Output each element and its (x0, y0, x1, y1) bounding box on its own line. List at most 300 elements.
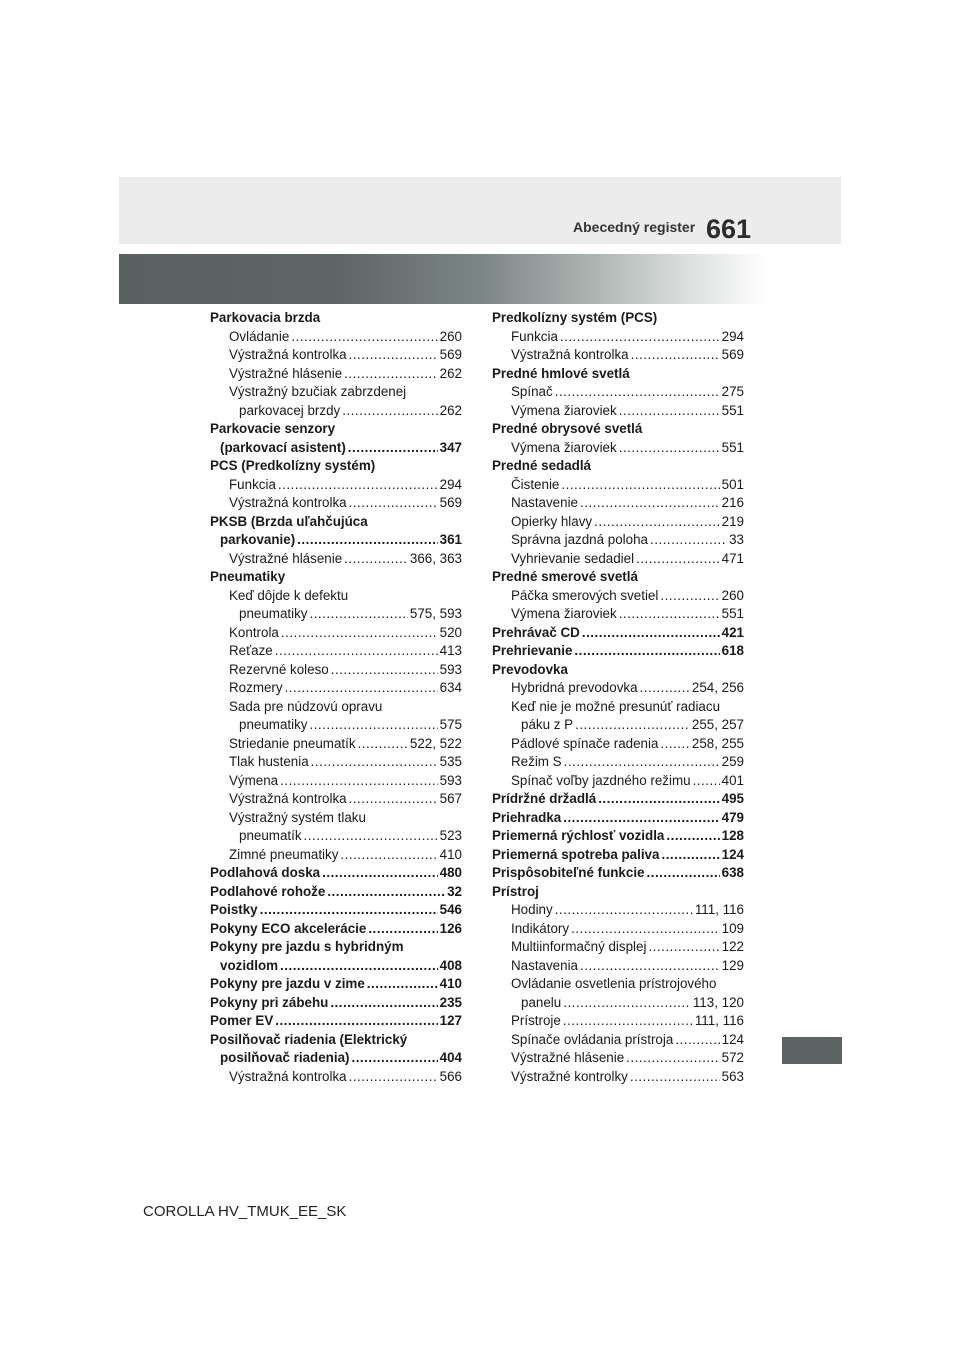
dot-leader (291, 328, 437, 347)
page-reference: 111, 116 (694, 1013, 744, 1028)
dot-leader (660, 735, 689, 754)
page-reference: 366, 363 (409, 550, 462, 566)
index-term: PKSB (Brzda uľahčujúca (210, 513, 368, 529)
index-entry (210, 587, 462, 606)
index-entry (210, 624, 462, 643)
page-reference: 480 (439, 865, 462, 880)
page-reference: 572 (721, 1050, 744, 1065)
dot-leader (666, 827, 719, 846)
index-entry (492, 809, 744, 828)
index-entry (492, 698, 744, 717)
index-entry (210, 827, 462, 846)
index-entry (210, 346, 462, 365)
dot-leader (340, 846, 437, 865)
index-entry (210, 790, 462, 809)
page-reference: 535 (439, 754, 462, 769)
page-reference: 259 (721, 754, 744, 769)
index-term: Výstražné hlásenie (511, 1050, 625, 1065)
index-entry (210, 772, 462, 791)
dot-leader (594, 513, 720, 532)
index-term: pneumatiky (239, 717, 308, 732)
index-entry (210, 420, 462, 439)
index-entry (210, 1012, 462, 1031)
dot-leader (631, 346, 720, 365)
index-entry (492, 846, 744, 865)
index-term: Indikátory (511, 920, 570, 936)
dot-leader (619, 605, 720, 624)
page-reference: 520 (439, 624, 462, 640)
page-reference: 575 (439, 717, 462, 732)
index-term: panelu (521, 994, 562, 1010)
index-entry (210, 716, 462, 735)
index-term: Tlak hustenia (229, 754, 309, 769)
dot-leader (575, 716, 690, 735)
page-reference: 111, 116 (694, 902, 744, 917)
dot-leader (309, 605, 407, 624)
dot-leader (304, 827, 438, 846)
index-entry (210, 957, 462, 976)
index-entry (210, 309, 462, 328)
index-entry (210, 809, 462, 828)
index-term: Výstražné hlásenie (229, 365, 343, 381)
page-reference: 546 (439, 902, 462, 917)
index-entry (492, 1012, 744, 1031)
index-term: pneumatík (239, 828, 302, 843)
page-reference: 551 (721, 402, 744, 418)
dot-leader (349, 790, 438, 809)
index-term: Sada pre núdzovú opravu (229, 698, 383, 714)
page-reference: 495 (721, 791, 744, 806)
dot-leader (693, 772, 720, 791)
index-entry (210, 846, 462, 865)
page-reference: 575, 593 (409, 606, 462, 621)
page-reference: 522, 522 (409, 735, 462, 751)
index-term: Pokyny pri zábehu (210, 994, 329, 1010)
index-entry (492, 624, 744, 643)
page-reference: 294 (721, 328, 744, 344)
page-reference: 124 (721, 846, 744, 862)
index-entry (210, 920, 462, 939)
index-term: páku z P (521, 717, 574, 732)
index-entry (492, 901, 744, 920)
index-term: Pádlové spínače radenia (511, 735, 659, 751)
index-entry (492, 716, 744, 735)
index-term: Výmena (229, 772, 279, 788)
dot-leader (563, 809, 719, 828)
index-term: Pokyny pre jazdu s hybridným (210, 939, 404, 954)
index-term: Vyhrievanie sedadiel (511, 550, 635, 566)
index-term: Rozmery (229, 680, 283, 695)
page-reference: 260 (721, 587, 744, 603)
dot-leader (650, 531, 727, 550)
page-reference: 260 (439, 328, 462, 344)
page-reference: 235 (439, 994, 462, 1010)
footer-document-code: COROLLA HV_TMUK_EE_SK (143, 1203, 347, 1220)
index-term: Prehrievanie (492, 643, 573, 658)
page-reference: 254, 256 (691, 680, 744, 695)
index-entry (492, 550, 744, 569)
index-term: Rezervné koleso (229, 661, 329, 677)
index-entry (492, 642, 744, 661)
index-term: Predné smerové svetlá (492, 569, 638, 584)
index-term: Výstražný systém tlaku (229, 809, 366, 825)
index-entry (210, 402, 462, 421)
dot-leader (278, 476, 438, 495)
index-term: Podlahové rohože (210, 883, 326, 899)
index-entry (210, 1068, 462, 1087)
page-reference: 593 (439, 772, 462, 788)
index-entry (210, 365, 462, 384)
index-term: Hybridná prevodovka (511, 680, 638, 695)
index-entry (492, 309, 744, 328)
index-term: Prispôsobiteľné funkcie (492, 865, 645, 880)
index-term: Keď nie je možné presunúť radiacu (511, 698, 721, 714)
page-reference: 471 (721, 550, 744, 566)
index-entry (210, 476, 462, 495)
page-reference: 219 (721, 513, 744, 529)
page-reference: 347 (439, 439, 462, 455)
index-term: Správna jazdná poloha (511, 532, 648, 547)
page-reference: 258, 255 (691, 735, 744, 751)
dot-leader (563, 994, 691, 1013)
page-reference: 479 (721, 809, 744, 825)
index-term: Ovládanie osvetlenia prístrojového (511, 976, 717, 991)
index-entry (492, 975, 744, 994)
index-entry (492, 735, 744, 754)
dot-leader (555, 383, 720, 402)
page-reference: 262 (439, 365, 462, 381)
page-reference: 262 (439, 402, 462, 418)
index-entry (492, 568, 744, 587)
dot-leader (285, 679, 438, 698)
index-entry (210, 994, 462, 1013)
dot-leader (309, 716, 437, 735)
index-entry (210, 661, 462, 680)
index-entry (210, 679, 462, 698)
page-reference: 618 (721, 643, 744, 658)
index-entry (492, 772, 744, 791)
dot-leader (661, 846, 719, 865)
dot-leader (564, 753, 720, 772)
index-term: Nastavenia (511, 957, 578, 973)
index-term: Kontrola (229, 624, 279, 640)
index-entry (210, 383, 462, 402)
index-entry (210, 642, 462, 661)
index-entry (210, 901, 462, 920)
index-term: Keď dôjde k defektu (229, 587, 349, 603)
dot-leader (675, 1031, 719, 1050)
page-reference: 408 (439, 957, 462, 973)
dot-leader (297, 531, 437, 550)
dot-leader (275, 1012, 437, 1031)
dot-leader (580, 494, 720, 513)
index-entry (492, 1049, 744, 1068)
dot-leader (358, 735, 408, 754)
index-entry (492, 661, 744, 680)
index-entry (492, 753, 744, 772)
dot-leader (331, 661, 438, 680)
index-entry (210, 864, 462, 883)
index-entry (210, 938, 462, 957)
index-term: parkovacej brzdy (239, 402, 341, 418)
page-reference: 216 (721, 495, 744, 510)
index-entry (492, 383, 744, 402)
index-term: Funkcia (229, 476, 276, 492)
index-term: PCS (Predkolízny systém) (210, 458, 376, 473)
index-term: pneumatiky (239, 606, 308, 621)
dot-leader (349, 494, 438, 513)
index-entry (492, 402, 744, 421)
dot-leader (368, 920, 437, 939)
page-reference: 569 (439, 347, 462, 362)
dot-leader (598, 790, 719, 809)
index-term: Výstražná kontrolka (229, 495, 347, 510)
page-reference: 569 (721, 347, 744, 362)
index-entry (492, 790, 744, 809)
index-entry (492, 883, 744, 902)
index-term: Priemerná rýchlosť vozidla (492, 828, 665, 843)
index-term: Pokyny ECO akcelerácie (210, 920, 367, 936)
page-reference: 501 (721, 476, 744, 492)
index-entry (492, 679, 744, 698)
page-reference: 33 (729, 532, 744, 547)
index-term: Prídržné držadlá (492, 791, 597, 806)
index-entry (210, 753, 462, 772)
index-term: Priehradka (492, 809, 562, 825)
index-term: Priemerná spotreba paliva (492, 846, 660, 862)
index-term: Výmena žiaroviek (511, 606, 617, 621)
index-entry (492, 457, 744, 476)
index-term: Prístroje (511, 1013, 561, 1028)
page-reference: 410 (439, 976, 462, 991)
page-reference: 634 (439, 680, 462, 695)
page-reference: 32 (447, 883, 462, 899)
page-reference: 275 (721, 384, 744, 399)
index-entry (492, 476, 744, 495)
dot-leader (640, 679, 690, 698)
index-term: Pomer EV (210, 1013, 274, 1028)
dot-leader (327, 883, 445, 902)
index-term: Prehrávač CD (492, 624, 580, 640)
index-entry (492, 328, 744, 347)
dot-leader (626, 1049, 720, 1068)
index-column-left (210, 309, 462, 1086)
dot-leader (580, 957, 720, 976)
index-term: Výstražná kontrolka (229, 347, 347, 362)
index-entry (210, 568, 462, 587)
page-reference: 113, 120 (692, 994, 744, 1010)
index-term: Parkovacia brzda (210, 310, 321, 325)
page-reference: 128 (721, 828, 744, 843)
index-entry (492, 531, 744, 550)
index-term: Čistenie (511, 476, 560, 492)
index-entry (492, 957, 744, 976)
page-reference: 109 (721, 920, 744, 936)
page-reference: 551 (721, 606, 744, 621)
dot-leader (349, 346, 438, 365)
index-term: Ovládanie (229, 328, 290, 344)
index-term: Zimné pneumatiky (229, 846, 339, 862)
page-reference: 127 (439, 1013, 462, 1028)
index-term: Posilňovač riadenia (Elektrický (210, 1031, 408, 1047)
dot-leader (571, 920, 720, 939)
index-term: Pokyny pre jazdu v zime (210, 976, 365, 991)
dot-leader (281, 624, 438, 643)
dot-leader (280, 957, 438, 976)
index-entry (492, 346, 744, 365)
index-term: Spínače ovládania prístroja (511, 1031, 674, 1047)
page-number: 661 (706, 214, 752, 244)
index-term: Funkcia (511, 328, 558, 344)
index-entry (492, 587, 744, 606)
header-gradient-bar (119, 254, 841, 304)
index-entry (210, 1049, 462, 1068)
index-entry (492, 365, 744, 384)
index-entry (492, 513, 744, 532)
index-term: vozidlom (220, 957, 279, 973)
index-term: Striedanie pneumatík (229, 735, 356, 751)
index-term: Výstražná kontrolka (229, 791, 347, 806)
index-term: Predné hmlové svetlá (492, 365, 630, 381)
page-reference: 569 (439, 495, 462, 510)
index-term: Predkolízny systém (PCS) (492, 310, 658, 325)
dot-leader (311, 753, 438, 772)
page-reference: 404 (439, 1050, 462, 1065)
page-reference: 413 (439, 643, 462, 658)
index-term: Podlahová doska (210, 865, 321, 880)
index-entry (492, 994, 744, 1013)
dot-leader (349, 1068, 438, 1087)
dot-leader (619, 402, 720, 421)
index-entry (492, 938, 744, 957)
index-term: Prevodovka (492, 661, 568, 677)
index-entry (210, 439, 462, 458)
dot-leader (348, 439, 438, 458)
index-term: Nastavenie (511, 495, 578, 510)
index-term: Predné sedadlá (492, 458, 591, 473)
dot-leader (636, 550, 720, 569)
page-reference: 255, 257 (691, 717, 744, 732)
index-entry (210, 975, 462, 994)
dot-leader (344, 365, 438, 384)
index-term: Výstražná kontrolka (229, 1068, 347, 1084)
index-entry (492, 827, 744, 846)
page-reference: 563 (721, 1068, 744, 1084)
dot-leader (561, 476, 719, 495)
dot-leader (275, 642, 438, 661)
dot-leader (630, 1068, 720, 1087)
index-term: Predné obrysové svetlá (492, 421, 643, 436)
index-term: Spínač voľby jazdného režimu (511, 772, 691, 788)
page-reference: 566 (439, 1068, 462, 1084)
dot-leader (563, 1012, 693, 1031)
index-term: Opierky hlavy (511, 513, 593, 529)
page-reference: 410 (439, 846, 462, 862)
page-reference: 567 (439, 791, 462, 806)
index-entry (492, 1031, 744, 1050)
index-entry (210, 550, 462, 569)
index-entry (210, 735, 462, 754)
index-term: Hodiny (511, 902, 553, 917)
index-term: Spínač (511, 384, 553, 399)
page-reference: 421 (721, 624, 744, 640)
dot-leader (619, 439, 720, 458)
index-term: Výstražné hlásenie (229, 550, 343, 566)
page-reference: 401 (721, 772, 744, 788)
dot-leader (280, 772, 438, 791)
index-entry (492, 605, 744, 624)
index-column-right (492, 309, 744, 1086)
page-reference: 122 (721, 939, 744, 954)
dot-leader (574, 642, 719, 661)
index-entry (492, 494, 744, 513)
index-term: Reťaze (229, 643, 273, 658)
index-entry (210, 698, 462, 717)
dot-leader (555, 901, 693, 920)
page-reference: 523 (439, 828, 462, 843)
page-reference: 361 (439, 532, 462, 547)
index-entry (210, 328, 462, 347)
index-entry (492, 864, 744, 883)
index-entry (492, 439, 744, 458)
page-reference: 638 (721, 865, 744, 880)
index-entry (210, 494, 462, 513)
dot-leader (344, 550, 408, 569)
dot-leader (260, 901, 438, 920)
dot-leader (560, 328, 720, 347)
chapter-tab-marker (782, 1037, 842, 1064)
dot-leader (647, 864, 720, 883)
index-entry (492, 1068, 744, 1087)
index-entry (492, 420, 744, 439)
dot-leader (330, 994, 437, 1013)
index-entry (210, 457, 462, 476)
index-entry (210, 883, 462, 902)
index-entry (210, 531, 462, 550)
index-term: Parkovacie senzory (210, 421, 336, 436)
index-entry (210, 1031, 462, 1050)
index-term: Páčka smerových svetiel (511, 587, 659, 603)
index-term: Prístroj (492, 883, 539, 899)
index-term: Multiinformačný displej (511, 939, 647, 954)
index-term: posilňovač riadenia) (220, 1050, 350, 1065)
index-term: Výmena žiaroviek (511, 439, 617, 455)
dot-leader (322, 864, 438, 883)
index-term: Poistky (210, 902, 258, 917)
index-term: Výmena žiaroviek (511, 402, 617, 418)
page-reference: 294 (439, 476, 462, 492)
section-title: Abecedný register (573, 219, 696, 235)
page-reference: 129 (721, 957, 744, 973)
page-reference: 124 (721, 1031, 744, 1047)
page-reference: 126 (439, 920, 462, 936)
index-entry (210, 513, 462, 532)
page-reference: 551 (721, 439, 744, 455)
dot-leader (367, 975, 438, 994)
dot-leader (351, 1049, 437, 1068)
dot-leader (660, 587, 719, 606)
index-term: Výstražný bzučiak zabrzdenej (229, 384, 407, 399)
index-term: parkovanie) (220, 532, 296, 547)
index-term: (parkovací asistent) (220, 439, 346, 455)
index-term: Pneumatiky (210, 569, 286, 584)
index-term: Výstražné kontrolky (511, 1068, 628, 1084)
dot-leader (582, 624, 720, 643)
dot-leader (648, 938, 719, 957)
index-term: Režim S (511, 754, 562, 769)
index-entry (210, 605, 462, 624)
index-entry (492, 920, 744, 939)
